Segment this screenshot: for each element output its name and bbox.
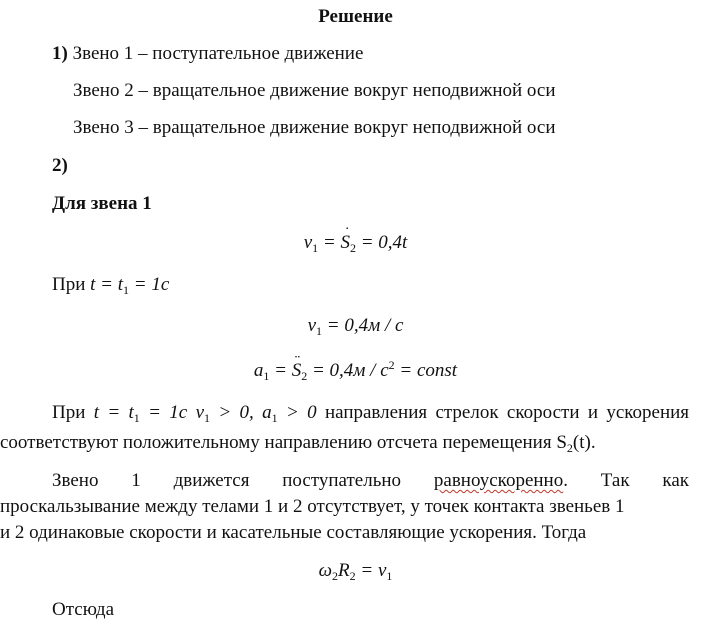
paragraph2-line1: Звено 1 движется поступательно равноускоренно. Так как (52, 470, 690, 491)
equation-contact: $\omega_2R_2 = v_1$ (318, 560, 393, 583)
equation-velocity: $v_1$ = ˙ $S_2 = 0,4t$ (0, 232, 711, 254)
item1-line1: 1) Звено 1 – поступательное движение (52, 43, 364, 64)
equation-acceleration: $a_1$ = ¨ $S_2 = 0,4м / c^2$ = const (0, 360, 711, 382)
paragraph1-line2: соответствуют положительному направлению отсчета перемещения $S_2(t)$. (0, 432, 596, 455)
equation-velocity-value: $v_1 = 0,4м / c$ (307, 315, 404, 338)
paragraph1-line1: При $t = t_1 = 1c$ $v_1 > 0$, $a_1 > 0$ направления стрелок скорости и ускорения (52, 402, 690, 425)
item2-number: 2) (52, 155, 68, 176)
final-word: Отсюда (52, 599, 115, 620)
time-condition: При $t = t_1 = 1c$ (52, 274, 170, 297)
item1-line2: Звено 2 – вращательное движение вокруг неподвижной оси (73, 80, 556, 101)
paragraph2-line3: и 2 одинаковые скорости и касательные составляющие ускорения. Тогда (0, 522, 587, 543)
item1-line3: Звено 3 – вращательное движение вокруг неподвижной оси (73, 117, 556, 138)
link1-heading: Для звена 1 (52, 193, 152, 214)
paragraph2-line2: проскальзывание между телами 1 и 2 отсутствует, у точек контакта звеньев 1 (0, 496, 625, 517)
solution-heading: Решение (318, 6, 393, 27)
